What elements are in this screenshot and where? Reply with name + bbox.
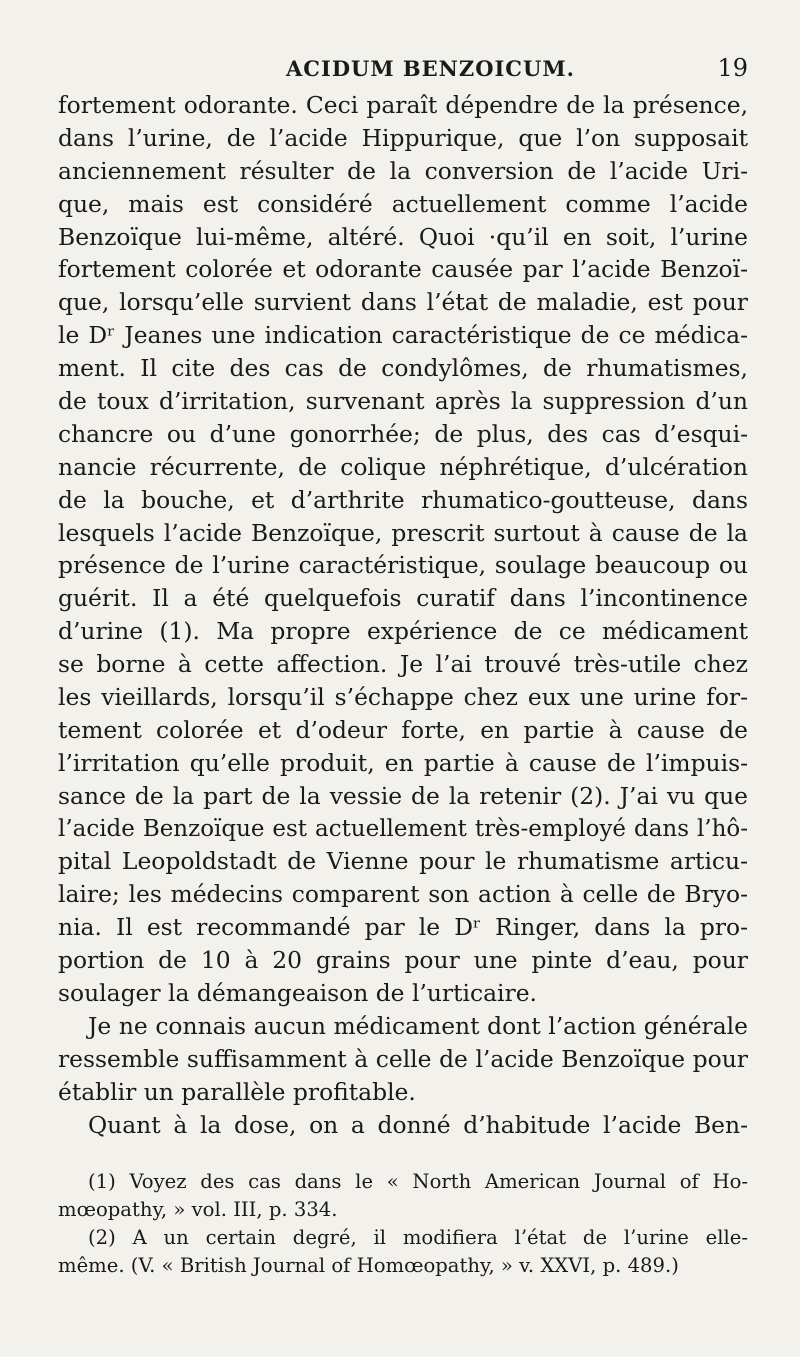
text-line: Benzoïque lui-même, altéré. Quoi ·qu’il en soit, l’urine <box>58 222 748 251</box>
text-line: l’irritation qu’elle produit, en partie à cause de l’impuis- <box>58 748 748 777</box>
text-line: le Dʳ Jeanes une indication caractéristique de ce médica- <box>58 321 748 350</box>
text-line: tement colorée et d’odeur forte, en partie à cause de <box>58 715 748 744</box>
text-line: d’urine (1). Ma propre expérience de ce médicament <box>58 617 748 646</box>
text-line: que, mais est considéré actuellement comme l’acide <box>58 189 748 218</box>
footnotes <box>58 1168 748 1280</box>
text-line: de la bouche, et d’arthrite rhumatico-goutteuse, dans <box>58 485 748 514</box>
footnote-line: (2) A un certain degré, il modifiera l’état de l’urine elle- <box>88 1226 748 1249</box>
text-line: nancie récurrente, de colique néphrétique, d’ulcération <box>58 452 748 481</box>
text-line: Je ne connais aucun médicament dont l’action générale <box>88 1011 748 1040</box>
footnote-line: même. (V. « British Journal of Homœopathy, » v. XXVI, p. 489.) <box>58 1254 679 1277</box>
text-line: ressemble suffisamment à celle de l’acide Benzoïque pour <box>58 1044 748 1073</box>
text-line: Quant à la dose, on a donné d’habitude l’acide Ben- <box>88 1110 748 1139</box>
text-line: soulager la démangeaison de l’urticaire. <box>58 979 537 1008</box>
text-line: nia. Il est recommandé par le Dʳ Ringer, dans la pro- <box>58 913 748 942</box>
text-line: dans l’urine, de l’acide Hippurique, que l’on supposait <box>58 123 748 152</box>
footnote-line: mœopathy, » vol. III, p. 334. <box>58 1198 338 1221</box>
text-line: laire; les médecins comparent son action à celle de Bryo- <box>58 880 748 909</box>
text-line: fortement odorante. Ceci paraît dépendre de la présence, <box>58 91 748 119</box>
text-line: établir un parallèle profitable. <box>58 1077 416 1106</box>
body-text <box>58 89 748 1142</box>
text-line: guérit. Il a été quelquefois curatif dans l’incontinence <box>58 584 748 613</box>
running-head <box>58 50 748 84</box>
text-line: présence de l’urine caractéristique, soulage beaucoup ou <box>58 551 748 580</box>
text-line: anciennement résulter de la conversion de l’acide Uri- <box>58 156 748 185</box>
text-line: se borne à cette affection. Je l’ai trouvé très-utile chez <box>58 650 748 679</box>
page-number: 19 <box>717 54 748 82</box>
text-line: que, lorsqu’elle survient dans l’état de maladie, est pour <box>58 288 748 317</box>
text-line: pital Leopoldstadt de Vienne pour le rhumatisme articu- <box>58 847 748 876</box>
footnote-line: (1) Voyez des cas dans le « North American Journal of Ho- <box>88 1170 748 1193</box>
text-line: sance de la part de la vessie de la retenir (2). J’ai vu que <box>58 781 748 810</box>
text-line: ment. Il cite des cas de condylômes, de rhumatismes, <box>58 354 748 383</box>
text-line: portion de 10 à 20 grains pour une pinte d’eau, pour <box>58 946 748 975</box>
running-title: ACIDUM BENZOICUM. <box>286 56 575 81</box>
text-line: l’acide Benzoïque est actuellement très-employé dans l’hô- <box>58 815 748 842</box>
text-line: de toux d’irritation, survenant après la suppression d’un <box>58 387 748 416</box>
text-line: les vieillards, lorsqu’il s’échappe chez eux une urine for- <box>58 683 748 712</box>
text-line: lesquels l’acide Benzoïque, prescrit surtout à cause de la <box>58 518 748 547</box>
text-line: fortement colorée et odorante causée par l’acide Benzoï- <box>58 255 748 284</box>
text-line: chancre ou d’une gonorrhée; de plus, des cas d’esqui- <box>58 419 748 448</box>
